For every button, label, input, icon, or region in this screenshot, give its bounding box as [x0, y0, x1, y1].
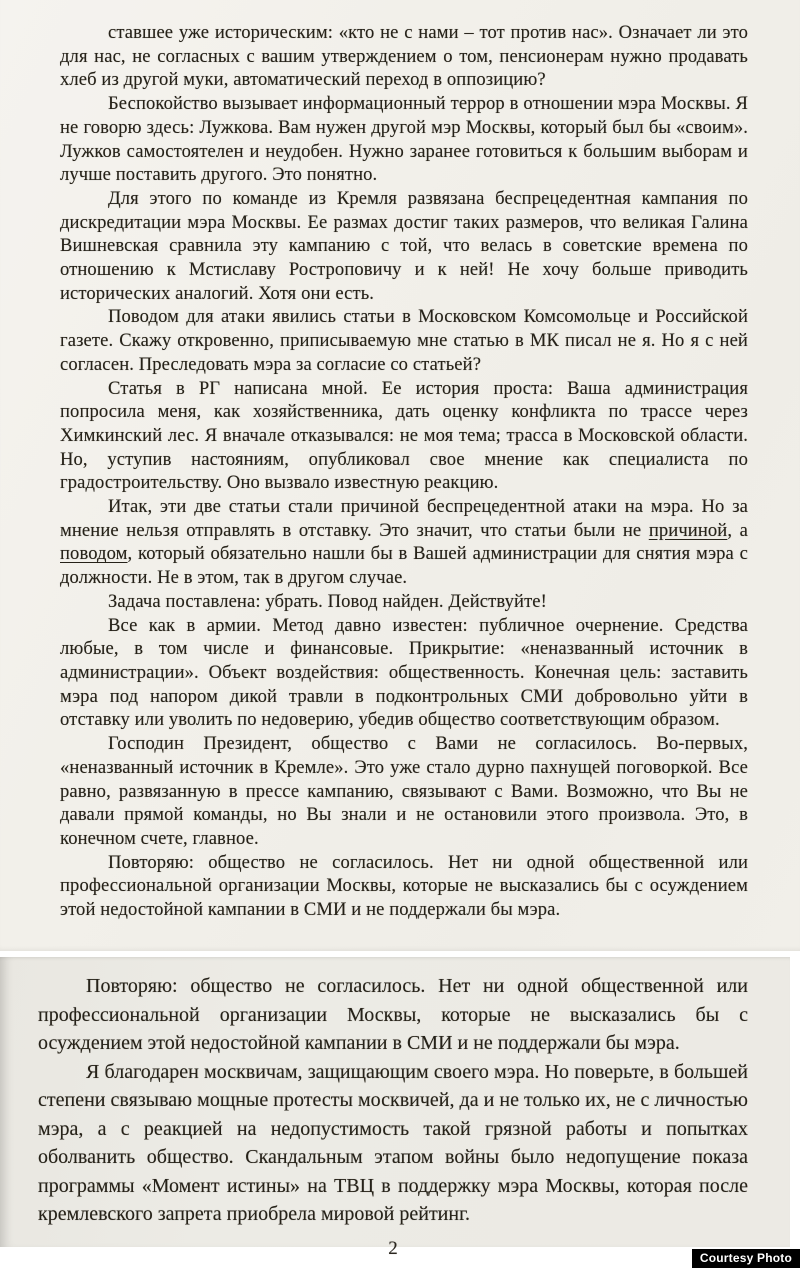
paragraph: ставшее уже историческим: «кто не с нами – тот против нас». Означает ли это для нас, не согласных с вашим утверждением о том, пенсионерам нужно продавать хлеб из другой муки, автоматический переход в оппозицию?: [60, 22, 748, 91]
paragraph: Все как в армии. Метод давно известен: публичное очернение. Средства любые, в том числе и финансовые. Прикрытие: «неназванный источник в администрации». Объект воздействия: общественность. Конечная цель: заставить мэра под напором дикой травли в подконтрольных СМИ добровольно уйти в отставку или уволить по недоверию, убедив общество соответствующим образом.: [60, 614, 748, 731]
page-number: 2: [388, 1237, 398, 1259]
paragraph: Поводом для атаки явились статьи в Московском Комсомольце и Российской газете. Скажу откровенно, приписываемую мне статью в МК писал не я. Но я с ней согласен. Преследовать мэра за согласие со статьей?: [60, 306, 748, 375]
paragraph-with-underlines: Итак, эти две статьи стали причиной беспрецедентной атаки на мэра. Но за мнение нельзя отправлять в отставку. Это значит, что статьи были не причиной, а поводом, который обязательно нашли бы в Вашей администрации для снятия мэра с должности. Не в этом, так в другом случае.: [60, 496, 748, 589]
paragraph: Для этого по команде из Кремля развязана беспрецедентная кампания по дискредитации мэра Москвы. Ее размах достиг таких размеров, что великая Галина Вишневская сравнила эту кампанию с той, что велась в советские времена по отношению к Мстиславу Ростроповичу и к ней! Не хочу больше приводить исторических аналогий. Хотя они есть.: [60, 187, 748, 304]
paragraph: Повторяю: общество не согласилось. Нет ни одной общественной или профессиональной организации Москвы, которые не высказались бы с осуждением этой недостойной кампании в СМИ и не поддержали бы мэра.: [60, 851, 748, 921]
paragraph: Повторяю: общество не согласилось. Нет ни одной общественной или профессиональной организации Москвы, которые не высказались бы с осуждением этой недостойной кампании в СМИ и не поддержали бы мэра.: [38, 975, 748, 1054]
paragraph: Статья в РГ написана мной. Ее история проста: Ваша администрация попросила меня, как хозяйственника, дать оценку конфликта по трассе через Химкинский лес. Я вначале отказывался: не моя тема; трасса в Московской области. Но, уступив настояниям, опубликовал свое мнение как специалиста по градостроительству. Оно вызвало известную реакцию.: [60, 377, 748, 494]
paragraph: Задача поставлена: убрать. Повод найден. Действуйте!: [108, 590, 547, 612]
paragraph: Господин Президент, общество с Вами не согласилось. Во-первых, «неназванный источник в Кремле». Это уже стало дурно пахнущей поговоркой. Все равно, развязанную в прессе кампанию, связывают с Вами. Возможно, что Вы не давали прямой команды, но Вы знали и не остановили этого произвола. Это, в конечном счете, главное.: [60, 733, 748, 849]
paragraph: Я благодарен москвичам, защищающим своего мэра. Но поверьте, в большей степени связываю мощные протесты москвичей, да и не только их, не с личностью мэра, а с реакцией на недопустимость такой грязной работы и попытках оболванить общество. Скандальным этапом войны было недопущение показа программы «Момент истины» на ТВЦ в поддержку мэра Москвы, которая после кремлевского запрета приобрела мировой рейтинг.: [38, 1060, 748, 1225]
photo-credit-badge: Courtesy Photo: [692, 1249, 800, 1268]
paragraph: Беспокойство вызывает информационный террор в отношении мэра Москвы. Я не говорю здесь: Лужкова. Вам нужен другой мэр Москвы, который был бы «своим». Лужков самостоятелен и неудобен. Нужно заранее готовиться к большим выборам и лучше поставить другого. Это понятно.: [60, 93, 748, 186]
